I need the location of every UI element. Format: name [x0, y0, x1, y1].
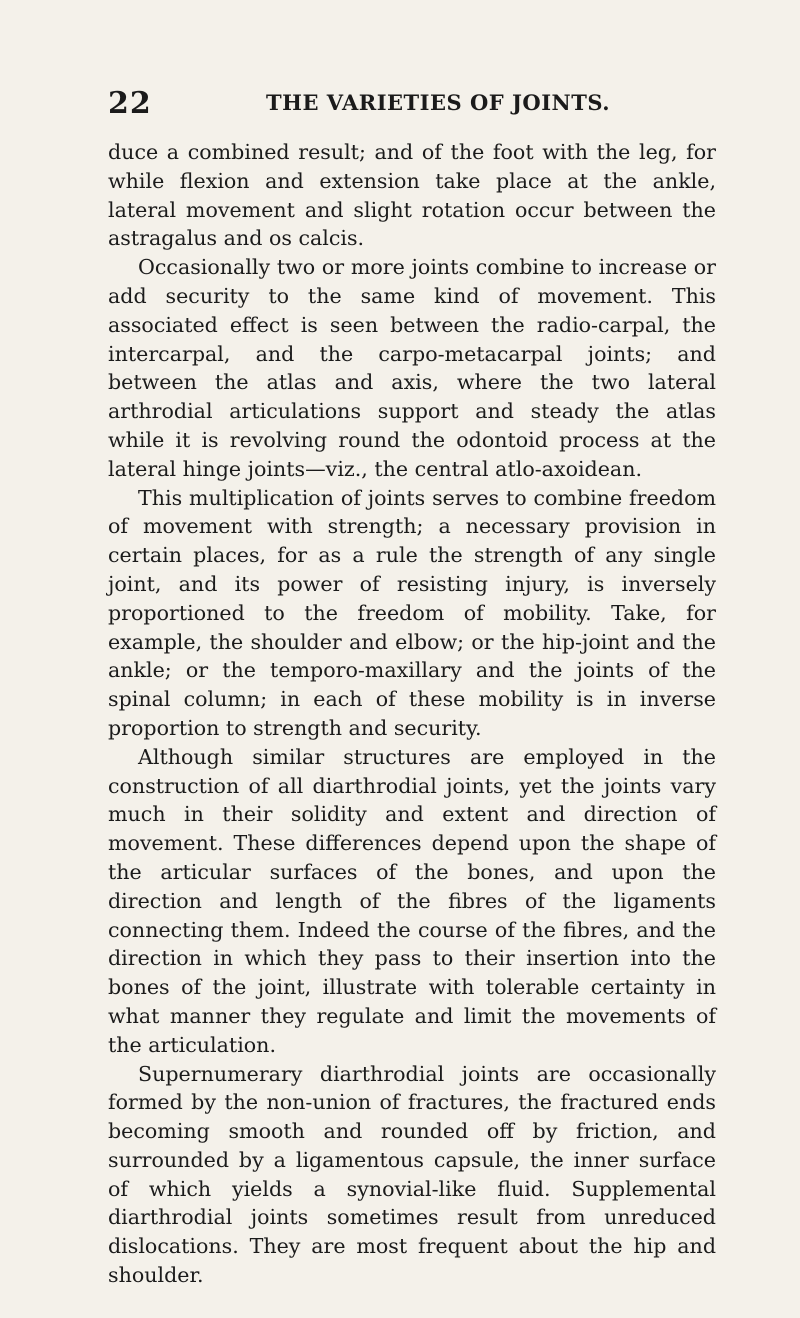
paragraph-similar-structures: Although similar structures are employed in the construction of all diarthrodial joints, yet the joints vary much in their solidity and extent and direction of movement. These differences depend upon the shape of the articular surfaces of the bones, and upon the direction and length of the fibres of the ligaments connecting them. Indeed the course of the fibres, and the direction in which they pass to their insertion into the bones of the joint, illustrate with tolerable certainty in what manner they regulate and limit the movements of the articulation.	[108, 744, 716, 1057]
body-text	[108, 138, 716, 1290]
paragraph-associated-joints: Occasionally two or more joints combine to increase or add security to the same kind of movement. This associated effect is seen between the radio-carpal, the intercarpal, and the carpo-metacarpal joints; and between the atlas and axis, where the two lateral arthrodial articulations support and steady the atlas while it is revolving round the odontoid process at the lateral hinge joints—viz., the central atlo-axoidean.	[108, 255, 716, 481]
paragraph-continuation: duce a combined result; and of the foot with the leg, for while flexion and extension take place at the ankle, lateral movement and slight rotation occur between the astragalus and os calcis.	[108, 140, 716, 251]
running-head: THE VARIETIES OF JOINTS.	[266, 90, 611, 115]
paragraph-supernumerary: Supernumerary diarthrodial joints are occasionally formed by the non-union of fractures, the fractured ends becoming smooth and rounded off by friction, and surrounded by a ligamentous capsule, the inner surface of which yields a synovial-like fluid. Supplemental diarthrodial joints sometimes result from unreduced dislocations. They are most frequent about the hip and shoulder.	[108, 1061, 716, 1288]
page-header	[108, 86, 700, 122]
page-number: 22	[108, 86, 152, 121]
paragraph-multiplication: This multiplication of joints serves to combine freedom of movement with strength; a necessary provision in certain places, for as a rule the strength of any single joint, and its power of resisting injury, is inversely proportioned to the freedom of mobility. Take, for example, the shoulder and elbow; or the hip-joint and the ankle; or the temporo-maxillary and the joints of the spinal column; in each of these mobility is in inverse proportion to strength and security.	[108, 485, 716, 740]
